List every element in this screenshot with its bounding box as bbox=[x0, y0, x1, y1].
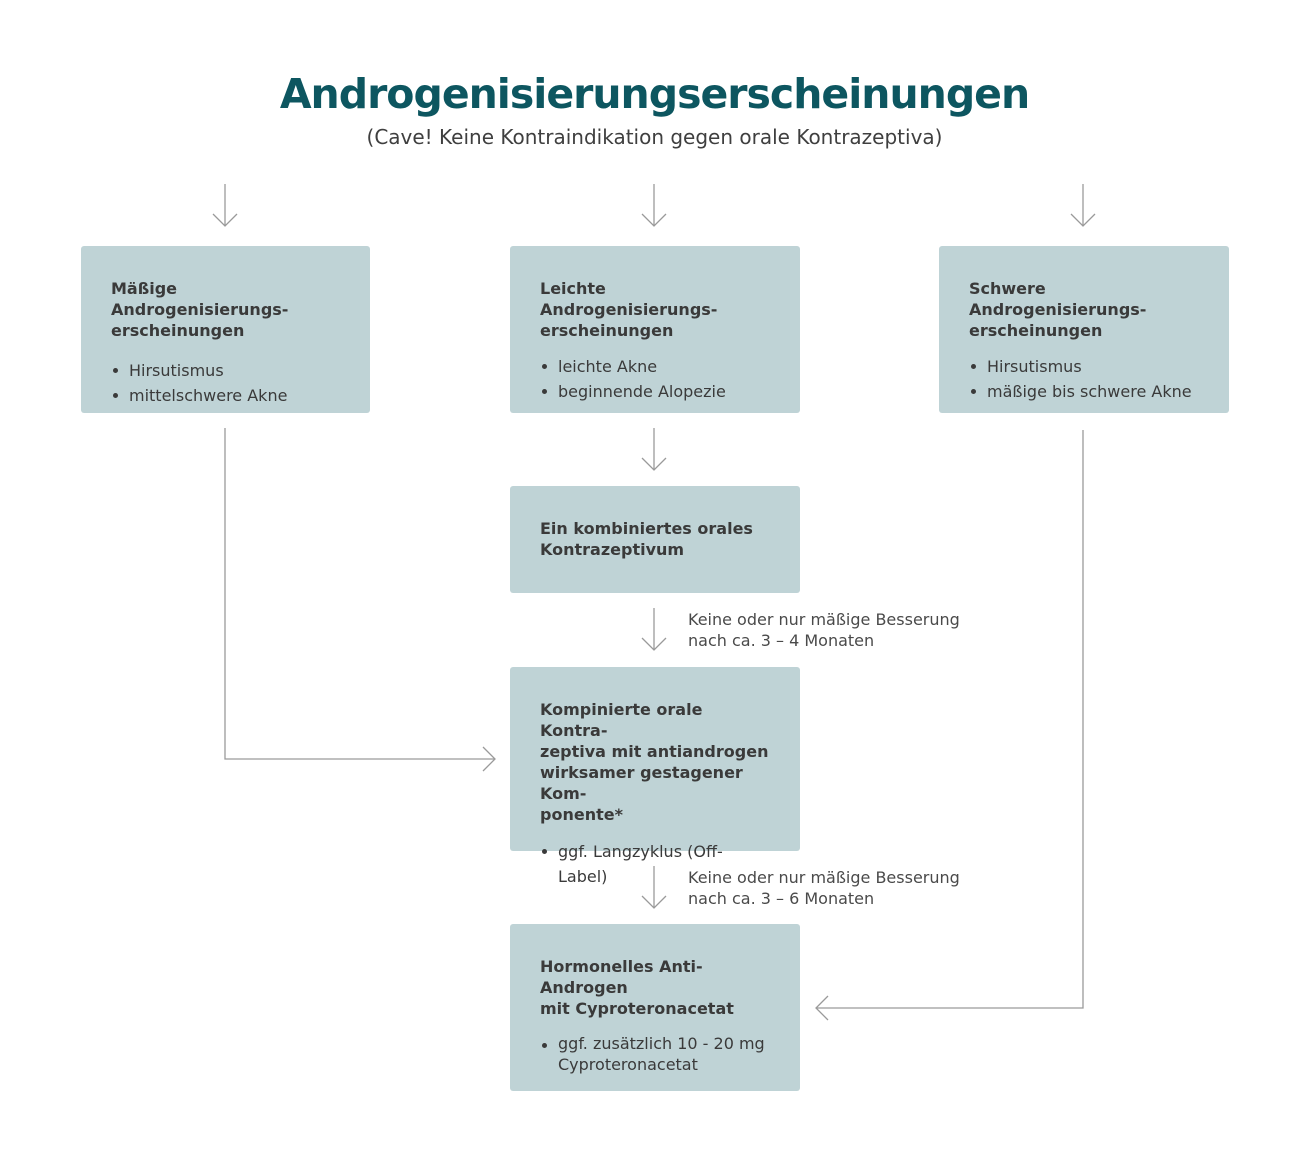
bullet-item: Hirsutismus bbox=[969, 354, 1199, 379]
bullet-item: ggf. zusätzlich 10 - 20 mg Cyproteronacetat bbox=[540, 1033, 770, 1075]
box-light-androgenization bbox=[510, 246, 800, 413]
arrow-right-box-to-cyproterone bbox=[816, 430, 1083, 1020]
box-title: Mäßige Androgenisierungs- erscheinungen bbox=[111, 279, 289, 340]
box-title: Leichte Androgenisierungs- erscheinungen bbox=[540, 279, 718, 340]
diagram-title: Androgenisierungserscheinungen bbox=[279, 70, 1030, 118]
arrow-left-box-to-antiandrogen-coc bbox=[225, 428, 495, 771]
box-title: Hormonelles Anti-Androgen mit Cyproteronacetat bbox=[540, 957, 734, 1018]
box-title: Ein kombiniertes orales Kontrazeptivum bbox=[540, 519, 753, 559]
bullet-item: ggf. Langzyklus (Off-Label) bbox=[540, 839, 770, 889]
arrow-down-center-top bbox=[642, 184, 666, 226]
bullet-list bbox=[969, 354, 1199, 404]
box-title: Schwere Androgenisierungs- erscheinungen bbox=[969, 279, 1147, 340]
bullet-list bbox=[111, 358, 340, 408]
box-mild-androgenization bbox=[81, 246, 370, 413]
diagram-subtitle: (Cave! Keine Kontraindikation gegen orale Kontrazeptiva) bbox=[366, 125, 943, 149]
box-severe-androgenization bbox=[939, 246, 1229, 413]
note-improvement-3-4-months: Keine oder nur mäßige Besserung nach ca. 3 – 4 Monaten bbox=[688, 610, 960, 650]
box-antiandrogen-coc bbox=[510, 667, 800, 886]
bullet-list bbox=[540, 354, 770, 404]
box-combined-oral-contraceptive bbox=[510, 486, 800, 593]
note-improvement-3-6-months: Keine oder nur mäßige Besserung nach ca. 3 – 6 Monaten bbox=[688, 868, 960, 908]
box-title: Kompinierte orale Kontra- zeptiva mit antiandrogen wirksamer gestagener Kom- ponente* bbox=[540, 700, 769, 824]
arrow-down-right-top bbox=[1071, 184, 1095, 226]
bullet-item: mäßige bis schwere Akne bbox=[969, 379, 1199, 404]
bullet-item: leichte Akne bbox=[540, 354, 770, 379]
bullet-list bbox=[540, 1033, 770, 1075]
bullet-item: mittelschwere Akne bbox=[111, 383, 340, 408]
bullet-item: Hirsutismus bbox=[111, 358, 340, 383]
arrow-down-left-top bbox=[213, 184, 237, 226]
arrow-down-to-coc bbox=[642, 428, 666, 470]
arrow-down-to-antiandrogen-coc bbox=[642, 608, 666, 650]
box-cyproterone-acetate bbox=[510, 924, 800, 1091]
bullet-item: beginnende Alopezie bbox=[540, 379, 770, 404]
